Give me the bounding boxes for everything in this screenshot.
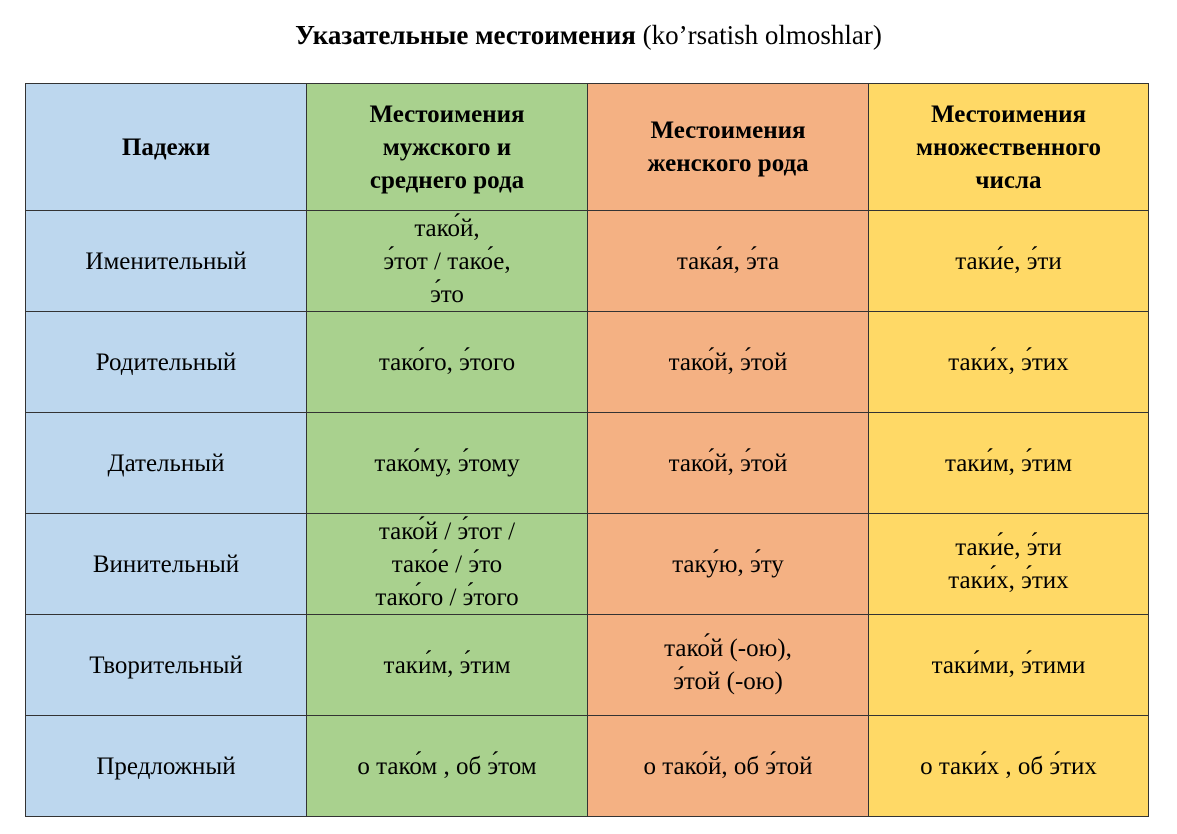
feminine-cell: таку́ю, э́ту (588, 514, 869, 615)
masculine-neuter-cell: тако́го, э́того (307, 312, 588, 413)
feminine-cell: тако́й, э́той (588, 413, 869, 514)
case-cell: Предложный (26, 716, 307, 817)
feminine-cell: така́я, э́та (588, 211, 869, 312)
case-cell: Творительный (26, 615, 307, 716)
case-cell: Родительный (26, 312, 307, 413)
masculine-neuter-cell: тако́му, э́тому (307, 413, 588, 514)
table-header-row (26, 84, 1149, 211)
plural-cell: таки́м, э́тим (869, 413, 1149, 514)
masculine-neuter-cell: о тако́м , об э́том (307, 716, 588, 817)
header-feminine: Местоимения женского рода (588, 84, 869, 211)
masculine-neuter-cell: таки́м, э́тим (307, 615, 588, 716)
title-main: Указательные местоимения (295, 20, 636, 50)
masculine-neuter-cell: тако́й / э́тот / тако́е / э́то тако́го / э́того (307, 514, 588, 615)
plural-cell: таки́х, э́тих (869, 312, 1149, 413)
table-row (26, 615, 1149, 716)
case-cell: Винительный (26, 514, 307, 615)
table-row (26, 716, 1149, 817)
masculine-neuter-cell: тако́й, э́тот / тако́е, э́то (307, 211, 588, 312)
case-cell: Именительный (26, 211, 307, 312)
pronoun-table (25, 83, 1149, 817)
table-row (26, 514, 1149, 615)
feminine-cell: о тако́й, об э́той (588, 716, 869, 817)
header-cases: Падежи (26, 84, 307, 211)
table-row (26, 211, 1149, 312)
page-title (0, 18, 1177, 52)
plural-cell: таки́е, э́ти (869, 211, 1149, 312)
plural-cell: таки́е, э́ти таки́х, э́тих (869, 514, 1149, 615)
plural-cell: таки́ми, э́тими (869, 615, 1149, 716)
title-translation: (ko’rsatish olmoshlar) (635, 20, 882, 50)
case-cell: Дательный (26, 413, 307, 514)
table-row (26, 413, 1149, 514)
header-masculine-neuter: Местоимения мужского и среднего рода (307, 84, 588, 211)
header-plural: Местоимения множественного числа (869, 84, 1149, 211)
feminine-cell: тако́й (-ою), э́той (-ою) (588, 615, 869, 716)
table-row (26, 312, 1149, 413)
plural-cell: о таки́х , об э́тих (869, 716, 1149, 817)
feminine-cell: тако́й, э́той (588, 312, 869, 413)
